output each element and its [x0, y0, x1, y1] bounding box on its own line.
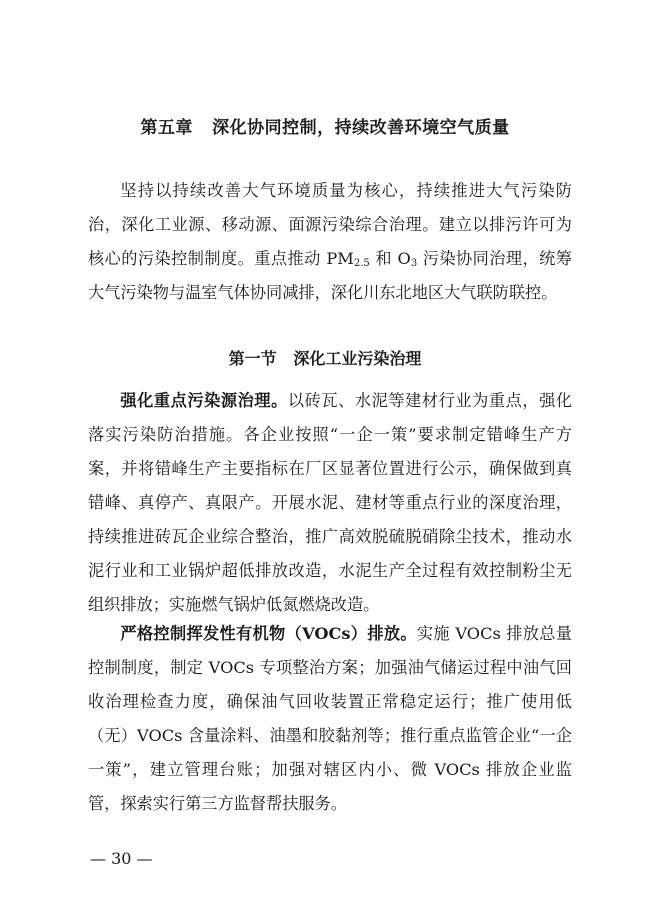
vocs-paragraph	[88, 617, 572, 821]
pm-subscript: 2.5	[353, 258, 370, 269]
key-sources-lead: 强化重点污染源治理。	[120, 391, 288, 410]
intro-text-part2: 和 O	[369, 249, 411, 268]
section-title: 第一节 深化工业污染治理	[228, 349, 422, 368]
key-sources-paragraph	[88, 384, 572, 622]
intro-text-part3: 污染协同治理，统筹大气污染物与温室气体协同减排，深化川东北地区大气联防联控。	[88, 249, 572, 302]
vocs-lead: 严格控制挥发性有机物（VOCs）排放。	[120, 624, 417, 643]
page-number: — 30 —	[90, 849, 153, 868]
chapter-title: 第五章 深化协同控制，持续改善环境空气质量	[140, 118, 510, 138]
key-sources-text: 以砖瓦、水泥等建材行业为重点，强化落实污染防治措施。各企业按照“一企一策”要求制定错峰生产方案，并将错峰生产主要指标在厂区显著位置进行公示，确保做到真错峰、真停产、真限产。开展水泥、建材等重点行业的深度治理，持续推进砖瓦企业综合整治，推广高效脱硫脱硝除尘技术，推动水泥行业和工业锅炉超低排放改造，水泥生产全过程有效控制粉尘无组织排放；实施燃气锅炉低氮燃烧改造。	[88, 391, 573, 614]
intro-text-part1: 坚持以持续改善大气环境质量为核心，持续推进大气污染防治，深化工业源、移动源、面源污染综合治理。建立以排污许可为核心的污染控制制度。重点推动 PM	[88, 181, 572, 268]
o3-subscript: 3	[410, 258, 418, 269]
vocs-text: 实施 VOCs 排放总量控制制度，制定 VOCs 专项整治方案；加强油气储运过程中油气回收治理检查力度，确保油气回收装置正常稳定运行；推广使用低（无）VOCs 含量涂料、油墨和胶黏剂等；推行重点监管企业“一企一策”，建立管理台账；加强对辖区内小、微 VOCs 排放企业监管，探索实行第三方监督帮扶服务。	[88, 624, 572, 813]
intro-paragraph	[88, 174, 572, 310]
